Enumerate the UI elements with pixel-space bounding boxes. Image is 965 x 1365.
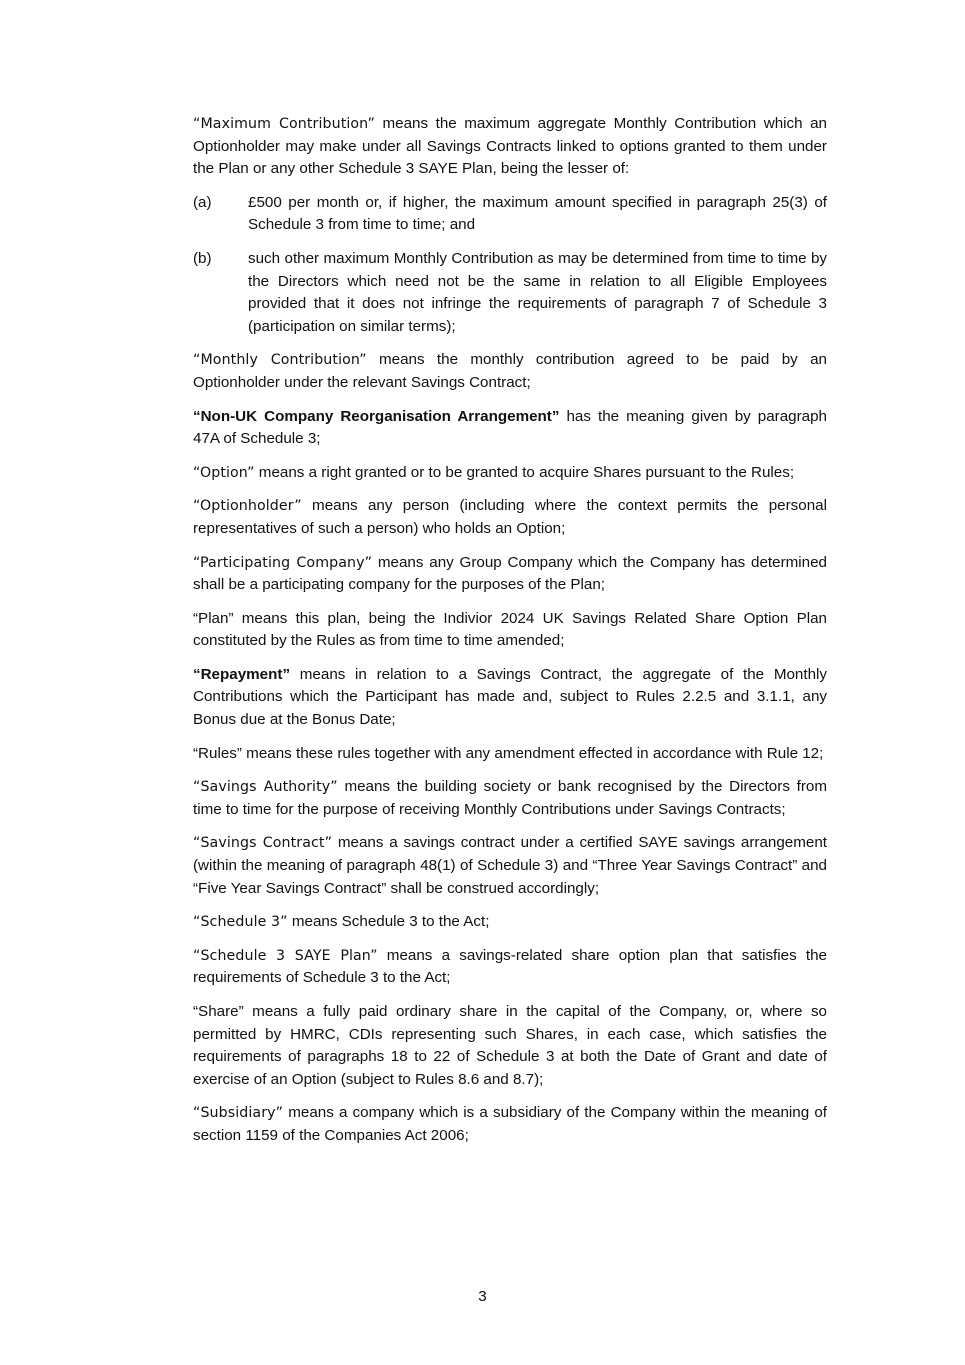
definition-participating-company — [193, 552, 827, 597]
definition-text: means any Group Company which the Company has determined shall be a participating company for the purposes of the Plan; — [193, 553, 827, 594]
definition-savings-contract — [193, 832, 827, 900]
sub-item-text: such other maximum Monthly Contribution as may be determined from time to time by the Directors which need not be the same in relation to all Eligible Employees provided that it does not infringe the requirements of paragraph 7 of Schedule 3 (participation on similar terms); — [248, 249, 827, 335]
sub-item-label: (b) — [193, 249, 212, 267]
defined-term: “Savings Contract” — [193, 835, 333, 852]
sub-item-a — [193, 192, 827, 237]
defined-term: “Rules” — [193, 744, 242, 762]
definition-maximum-contribution — [193, 113, 827, 181]
definition-text: means the maximum aggregate Monthly Contribution which an Optionholder may make under all Savings Contracts linked to options granted to them under the Plan or any other Schedule 3 SAYE Plan, being the lesser of: — [193, 115, 827, 178]
definition-text: means Schedule 3 to the Act; — [287, 913, 490, 931]
defined-term: “Maximum Contribution” — [193, 116, 375, 132]
defined-term: “Monthly Contribution” — [193, 352, 367, 369]
definition-subsidiary — [193, 1102, 827, 1147]
definition-text: means a savings contract under a certified SAYE savings arrangement (within the meaning of paragraph 48(1) of Schedule 3) and “Three Year Savings Contract” and “Five Year Savings Contract” shall be construed accordingly; — [193, 834, 827, 897]
definition-monthly-contribution — [193, 349, 827, 394]
definition-text: means these rules together with any amendment effected in accordance with Rule 12; — [241, 744, 824, 762]
definition-text: means a fully paid ordinary share in the capital of the Company, or, where so permitted by HMRC, CDIs representing such Shares, in each case, which satisfies the requirements of paragraphs 18 to 22 of Schedule 3 at both the Date of Grant and date of exercise of an Option (subject to Rules 8.6 and 8.7); — [193, 1003, 827, 1088]
defined-term: “Option” — [193, 464, 255, 481]
definition-text: means this plan, being the Indivior 2024 UK Savings Related Share Option Plan constituted by the Rules as from time to time amended; — [193, 609, 827, 650]
defined-term: “Share” — [193, 1003, 244, 1020]
sub-item-label: (a) — [193, 193, 212, 211]
definition-plan — [193, 608, 827, 653]
defined-term: “Optionholder” — [193, 498, 302, 515]
definition-rules — [193, 743, 827, 766]
sub-item-text: £500 per month or, if higher, the maximum amount specified in paragraph 25(3) of Schedule 3 from time to time; and — [248, 193, 827, 234]
defined-term: “Schedule 3 SAYE Plan” — [193, 947, 378, 964]
definition-repayment — [193, 664, 827, 732]
defined-term: “Repayment” — [193, 665, 291, 683]
definition-text: means a company which is a subsidiary of the Company within the meaning of section 1159 of the Companies Act 2006; — [193, 1104, 827, 1144]
page-number: 3 — [478, 1288, 487, 1305]
definition-optionholder — [193, 495, 827, 540]
definition-text: means a right granted or to be granted to acquire Shares pursuant to the Rules; — [254, 463, 795, 481]
defined-term: “Schedule 3” — [193, 914, 288, 931]
definition-text: means any person (including where the context permits the personal representatives of such a person) who holds an Option; — [193, 497, 827, 537]
definition-option — [193, 462, 827, 485]
defined-term: “Non-UK Company Reorganisation Arrangement” — [193, 407, 560, 425]
definition-text: means the building society or bank recognised by the Directors from time to time for the purpose of receiving Monthly Contributions under Savings Contracts; — [193, 778, 828, 818]
defined-term: “Subsidiary” — [193, 1105, 284, 1122]
definition-text: has the meaning given by paragraph 47A of Schedule 3; — [193, 407, 827, 448]
definition-share — [193, 1001, 827, 1091]
definition-text: means a savings-related share option plan that satisfies the requirements of Schedule 3 to the Act; — [193, 946, 828, 987]
document-body — [193, 113, 827, 1159]
definition-text: means the monthly contribution agreed to be paid by an Optionholder under the relevant Savings Contract; — [193, 351, 827, 391]
defined-term: “Participating Company” — [193, 554, 373, 571]
sub-item-b — [193, 248, 827, 338]
definition-schedule-3 — [193, 911, 827, 934]
definition-schedule-3-saye-plan — [193, 945, 827, 990]
definition-text: means in relation to a Savings Contract, the aggregate of the Monthly Contributions which the Participant has made and, subject to Rules 2.2.5 and 3.1.1, any Bonus due at the Bonus Date; — [193, 665, 827, 729]
defined-term: “Plan” — [193, 609, 234, 627]
definition-savings-authority — [193, 776, 827, 821]
definition-non-uk-company-reorganisation-arrangement — [193, 406, 827, 451]
defined-term: “Savings Authority” — [193, 779, 338, 796]
